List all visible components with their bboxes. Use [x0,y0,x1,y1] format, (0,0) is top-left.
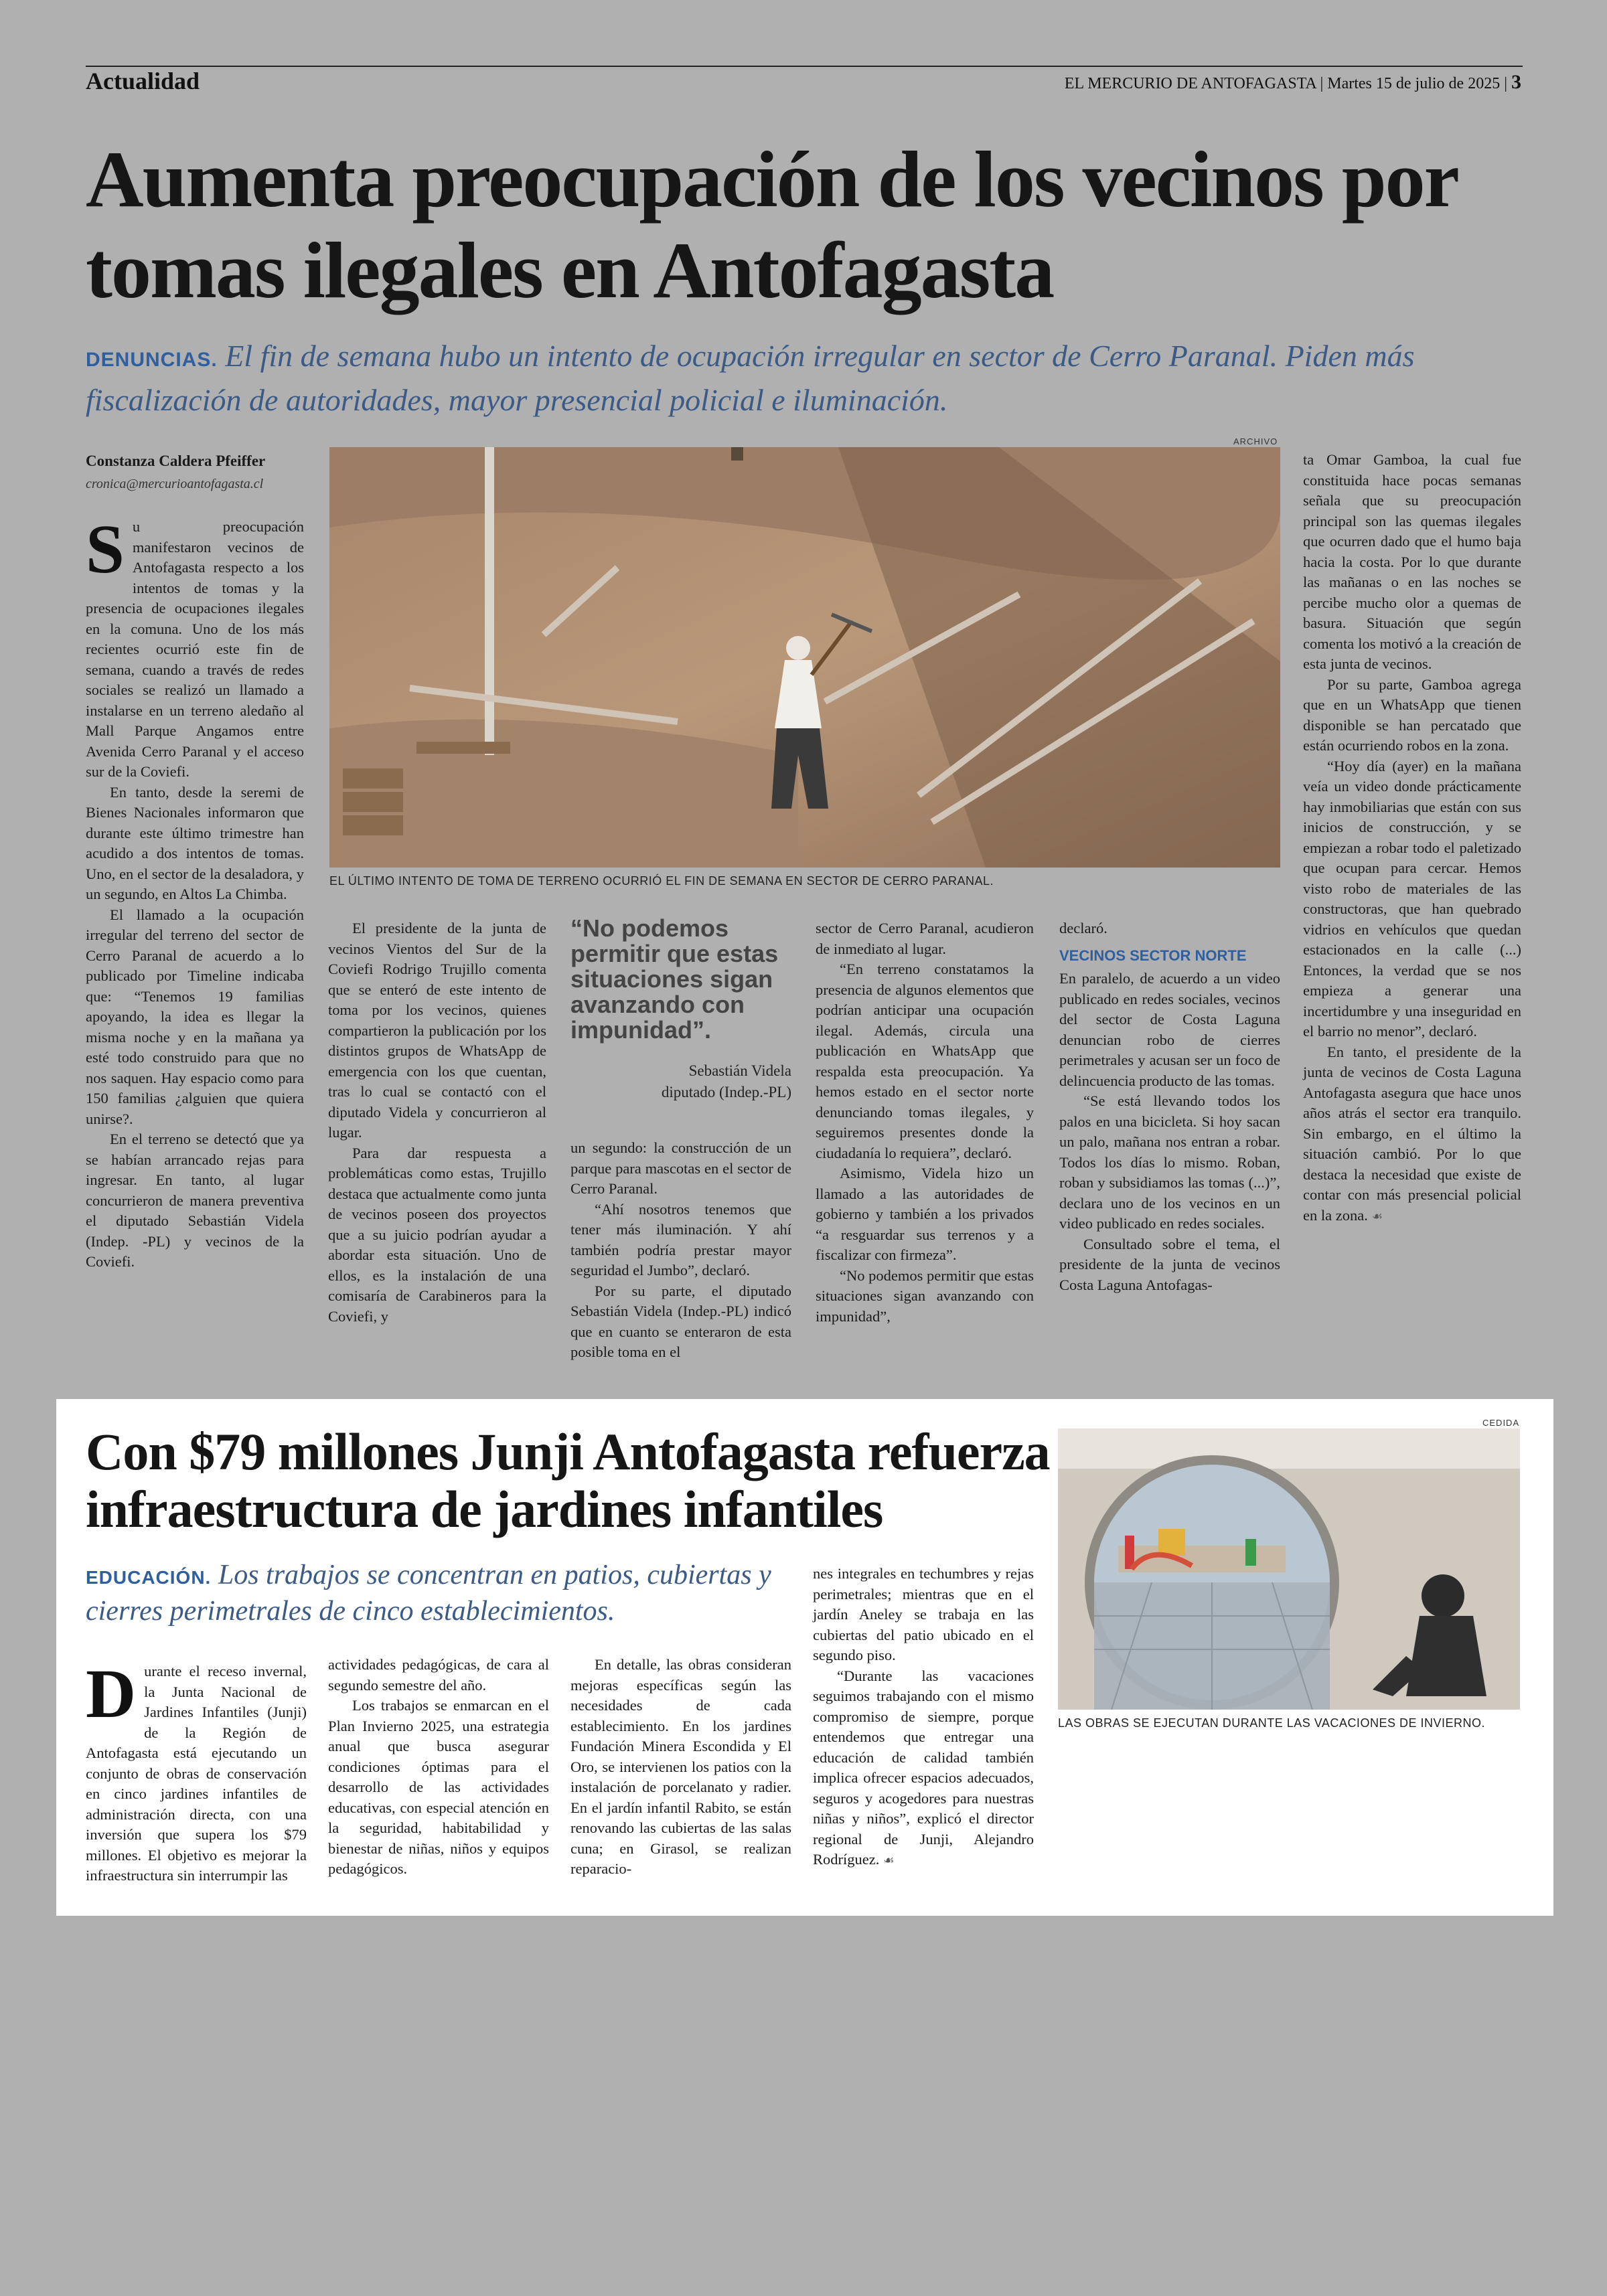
toma-photo [329,447,1280,868]
dropcap: D [86,1655,137,1732]
paragraph: El llamado a la ocupación irregular del terreno del sector de Cerro Paranal de acuerdo a lo publicado por Timeline indicaba que: “Tenemos 19 familias apoyando, la idea es llegar la misma noche y en la mañana ya esté todo construido para que no nos saquen. Hay espacio como para 150 familias ¿alguien que quiera unirse?. [86,906,304,1127]
photo-credit-cedida: CEDIDA [1482,1418,1520,1428]
dropcap: S [86,511,125,588]
paragraph-text: “Durante las vacaciones seguimos trabajando con el mismo compromiso de siempre, porque entendemos que entregar una educación de calidad también implica ofrecer espacios adecuados, seguros y acogedores para nuestras niñas y niños”, explicó el director regional de Junji, Alejandro Rodríguez. [813,1667,1034,1868]
paragraph: El presidente de la junta de vecinos Vientos del Sur de la Coviefi Rodrigo Trujillo comenta que se enteró de este intento de toma por los vecinos, quienes compartieron la publicación por los distintos grupos de WhatsApp de emergencia con los que cuentan, tras lo cual se contactó con el diputado Videla y concurrieron al lugar. [328,920,546,1141]
pull-quote-text: “No podemos permitir que estas situaciones sigan avanzando con impunidad”. [570,914,779,1044]
paragraph [813,1666,1034,1871]
article2-column-2 [328,1655,549,1880]
article1-column-6 [1303,450,1521,1226]
paragraph: Asimismo, Videla hizo un llamado a las autoridades de gobierno y también a los privados “a resguardar sus terrenos y a fiscalizar con firmeza”. [816,1165,1034,1263]
article1-column-5 [1059,918,1280,1295]
paragraph [1303,1042,1521,1227]
jardin-photo-caption: LAS OBRAS SE EJECUTAN DURANTE LAS VACACIONES DE INVIERNO. [1058,1716,1485,1730]
article1-column-1 [86,511,304,1273]
junji-deck [86,1558,822,1628]
paragraph: un segundo: la construcción de un parque para mascotas en el sector de Cerro Paranal. [570,1139,791,1197]
masthead-text: EL MERCURIO DE ANTOFAGASTA | Martes 15 de julio de 2025 | [1064,75,1507,92]
article1-column-2 [328,918,546,1327]
paragraph: ta Omar Gamboa, la cual fue constituida hace pocas semanas señala que su preocupación principal son las quemas ilegales que ocurren dado que el humo baja hacia la costa. Por lo que durante las mañanas o en las noches se percibe mucho olor a quemas de basura. Situación que según comenta los motivó a la creación de esta junta de vecinos. [1303,451,1521,672]
pull-quote-role: diputado (Indep.-PL) [661,1084,791,1100]
pull-quote-author: Sebastián Videla [688,1062,791,1079]
paragraph: “En terreno constatamos la presencia de algunos elementos que podrían anticipar una ocupación ilegal. Además, circula una publicación en WhatsApp que respalda esta preocupación. Ya hemos estado en el sector norte denunciando tomas ilegales, y seguiremos presentes donde la ciudadanía lo requiera”, declaró. [816,961,1034,1161]
paragraph [86,1655,307,1886]
paragraph: actividades pedagógicas, de cara al segundo semestre del año. [328,1656,549,1694]
paragraph: Por su parte, Gamboa agrega que en un WhatsApp que tienen disponible se han percatado que están ocurriendo robos en la zona. [1303,675,1521,754]
jardin-photo-image [1058,1428,1520,1710]
article1-column-3 [570,1138,791,1363]
junji-article [56,1399,1553,1916]
paragraph-text: u preocupación manifestaron vecinos de Antofagasta respecto a los intentos de tomas y la presencia de ocupaciones ilegales en la comuna. Uno de los más recientes ocurrió este fin de semana, cuando a través de redes sociales se realizó un llamado a instalarse en un terreno aledaño al Mall Parque Angamos entre Avenida Cerro Paranal y el acceso sur de la Coviefi. [86,518,304,780]
paragraph: En paralelo, de acuerdo a un video publicado en redes sociales, vecinos del sector de Costa Laguna denuncian robo de cierres perimetrales y acusan ser un foco de delincuencia producto de las tomas. [1059,970,1280,1089]
masthead [1065,71,1521,94]
page-number: 3 [1511,71,1521,93]
paragraph: En detalle, las obras consideran mejoras específicas según las necesidades de cada establecimiento. En los jardines Fundación Minera Escondida y El Oro, se intervienen los patios con la instalación de porcelanato y radier. En el jardín infantil Rabito, se están renovando las cubiertas de las salas cuna; en Girasol, se realizan reparacio- [570,1656,791,1877]
paragraph: “Hoy día (ayer) en la mañana veía un video donde prácticamente hay inmobiliarias que están con sus inicios de construcción, y se empiezan a robar todo el paletizado que ocupan para cercar. Hemos visto robo de materiales de las constructoras, que han quebrado vidrios en vehículos que quedan estacionados en la calle (...) Entonces, la verdad que se nos empieza a generar una incertidumbre y una inseguridad en el barrio no menor”, declaró. [1303,757,1521,1040]
paragraph: Consultado sobre el tema, el presidente de la junta de vecinos Costa Laguna Antofagas- [1059,1235,1280,1293]
paragraph: Los trabajos se enmarcan en el Plan Invierno 2025, una estrategia anual que busca asegurar condiciones óptimas para el desarrollo de las actividades educativas, con especial atención en la seguridad, habitabilidad y bienestar de niñas, niños y equipos pedagógicos. [328,1697,549,1877]
pull-quote [570,916,791,1103]
article2-column-1 [86,1655,307,1886]
toma-photo-caption: EL ÚLTIMO INTENTO DE TOMA DE TERRENO OCURRIÓ EL FIN DE SEMANA EN SECTOR DE CERRO PARANAL. [329,874,994,888]
main-deck [86,336,1523,420]
paragraph: “Se está llevando todos los palos en una bicicleta. Si hoy sacan un palo, mañana nos entran a robar. Todos los días lo mismo. Roban, roban y subsidiamos las tomas (...)”, declara uno de los vecinos en un video publicado en redes sociales. [1059,1092,1280,1232]
paragraph-text: En tanto, el presidente de la junta de vecinos de Costa Laguna Antofagasta asegura que hace unos años atrás el sector era tranquilo. Sin embargo, en el último la situación cambió. Por lo que destaca la necesidad que existe de contar con más presencial policial en la zona. [1303,1043,1521,1224]
junji-kicker: EDUCACIÓN. [86,1567,212,1588]
article1-column-4 [816,918,1034,1327]
paragraph: Por su parte, el diputado Sebastián Videla (Indep.-PL) indicó que en cuanto se enteraron de esta posible toma en el [570,1282,791,1360]
end-mark-icon: ☙ [883,1854,895,1867]
article2-column-4 [813,1564,1034,1871]
jardin-photo [1058,1428,1520,1710]
paragraph [86,511,304,783]
paragraph: En el terreno se detectó que ya se habían arrancado rejas para ingresar. En tanto, al lugar concurrieron de manera preventiva el diputado Sebastián Videla (Indep. -PL) y vecinos de la Coviefi. [86,1131,304,1270]
header-rule [86,66,1523,67]
pull-quote-attribution [570,1060,791,1103]
byline [86,450,307,495]
junji-headline: Con $79 millones Junji Antofagasta refuerza infraestructura de jardines infantiles [86,1422,1050,1538]
toma-photo-image [329,447,1280,868]
paragraph: nes integrales en techumbres y rejas perimetrales; mientras que en el jardín Aneley se trabaja en las cubiertas del patio ubicado en el segundo piso. [813,1565,1034,1663]
junji-deck-text: Los trabajos se concentran en patios, cubiertas y cierres perimetrales de cinco establecimientos. [86,1560,771,1627]
end-mark-icon: ☙ [1371,1209,1383,1223]
main-deck-text: El fin de semana hubo un intento de ocupación irregular en sector de Cerro Paranal. Piden más fiscalización de autoridades, mayor presencial policial e iluminación. [86,339,1415,417]
section-label: Actualidad [86,68,200,94]
author-name: Constanza Caldera Pfeiffer [86,453,266,469]
photo-credit-archivo: ARCHIVO [1233,436,1278,446]
paragraph: En tanto, desde la seremi de Bienes Nacionales informaron que durante este último trimestre han acudido a dos intentos de tomas. Uno, en el sector de la desaladora, y un segundo, en Altos La Chimba. [86,783,304,902]
paragraph: Para dar respuesta a problemáticas como estas, Trujillo destaca que actualmente como junta de vecinos poseen dos proyectos que a su juicio podrían ayudar a abordar esta situación. Uno de ellos, es la instalación de una comisaría de Carabineros para la Coviefi, y [328,1144,546,1325]
paragraph: sector de Cerro Paranal, acudieron de inmediato al lugar. [816,920,1034,957]
author-email: cronica@mercurioantofagasta.cl [86,477,264,491]
article2-column-3 [570,1655,791,1880]
main-headline: Aumenta preocupación de los vecinos por tomas ilegales en Antofagasta [86,135,1457,315]
paragraph: “Ahí nosotros tenemos que tener más iluminación. Y ahí también podría prestar mayor seguridad el Jumbo”, declaró. [570,1200,791,1279]
subheading: VECINOS SECTOR NORTE [1059,947,1247,964]
paragraph: declaró. [1059,920,1107,936]
main-kicker: DENUNCIAS. [86,349,218,371]
paragraph: “No podemos permitir que estas situaciones sigan avanzando con impunidad”, [816,1266,1034,1325]
paragraph-text: urante el receso invernal, la Junta Nacional de Jardines Infantiles (Junji) de la Región de Antofagasta está ejecutando un conjunto de obras de conservación en cinco jardines infantiles de administración directa, con una inversión que supera los $79 millones. El objetivo es mejorar la infraestructura sin interrumpir las [86,1663,307,1884]
